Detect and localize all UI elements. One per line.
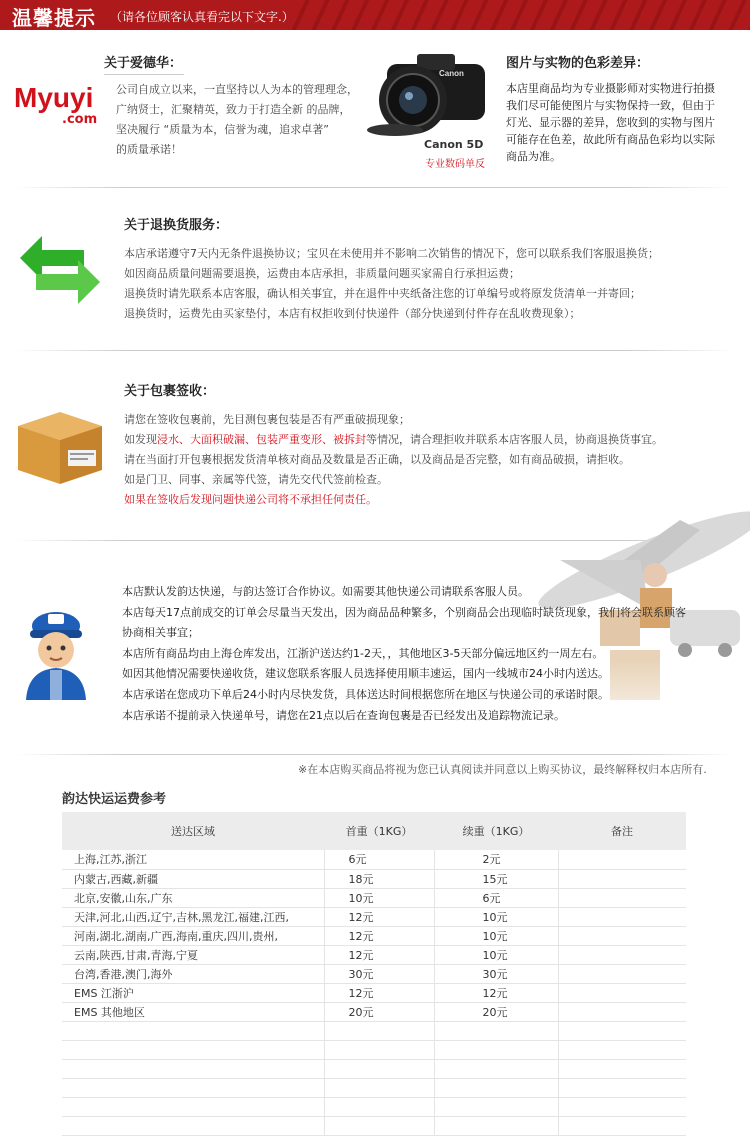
text-line: 本店承诺遵守7天内无条件退换协议；宝贝在未使用并不影响二次销售的情况下，您可以联系我们客服退换货； <box>124 247 659 260</box>
cell-area <box>62 1021 324 1040</box>
logo-suffix: .com <box>62 112 98 127</box>
cell-extra-weight <box>434 1059 558 1078</box>
package-line-2-warning: 浸水、大面积破漏、包装严重变形、被拆封 <box>157 433 366 446</box>
cell-area: EMS 其他地区 <box>62 1002 324 1021</box>
text-line: 本店每天17点前成交的订单会尽量当天发出，因为商品品种繁多，个别商品会出现临时缺货现象，我们将会联系顾客 <box>122 605 686 619</box>
exchange-arrows-icon <box>14 224 106 316</box>
cell-extra-weight <box>434 1116 558 1135</box>
courier-worker-icon <box>20 604 92 700</box>
svg-text:Canon: Canon <box>439 69 464 78</box>
cell-area: 云南,陕西,甘肃,青海,宁夏 <box>62 945 324 964</box>
cell-extra-weight: 10元 <box>434 945 558 964</box>
cell-area <box>62 1059 324 1078</box>
cell-extra-weight: 2元 <box>434 850 558 869</box>
cell-extra-weight: 20元 <box>434 1002 558 1021</box>
cell-first-weight: 18元 <box>324 869 434 888</box>
table-row <box>62 1078 686 1097</box>
cell-first-weight <box>324 1021 434 1040</box>
cell-remark <box>558 1002 686 1021</box>
package-title: 关于包裹签收： <box>124 384 216 399</box>
cell-remark <box>558 945 686 964</box>
header-bar <box>0 0 750 30</box>
cell-extra-weight <box>434 1021 558 1040</box>
about-underline <box>104 74 184 75</box>
package-box-icon <box>14 404 106 486</box>
table-row <box>62 964 686 983</box>
table-row <box>62 983 686 1002</box>
cell-area <box>62 1097 324 1116</box>
package-line-3: 请在当面打开包裹根据发货清单核对商品及数量是否正确，以及商品是否完整，如有商品破损，请拒收。 <box>124 453 630 466</box>
table-row <box>62 1021 686 1040</box>
cell-remark <box>558 983 686 1002</box>
disclaimer-text: ※在本店购买商品将视为您已认真阅读并同意以上购买协议，最终解释权归本店所有. <box>298 763 707 776</box>
cell-first-weight <box>324 1097 434 1116</box>
package-line-4: 如是门卫、同事、亲属等代签，请先交代代签前检查。 <box>124 473 388 486</box>
table-row <box>62 1040 686 1059</box>
package-line-2-prefix: 如发现 <box>124 433 157 446</box>
text-line: 协商相关事宜； <box>122 626 199 640</box>
text-line: 坚决履行 “质量为本，信誉为魂，追求卓著” <box>116 123 329 136</box>
col-area-header: 送达区域 <box>62 812 324 850</box>
table-row <box>62 926 686 945</box>
package-line-2 <box>124 430 734 450</box>
cell-extra-weight: 15元 <box>434 869 558 888</box>
text-line: 本店承诺不提前录入快递单号，请您在21点以后在查询包裹是否已经发出及追踪物流记录。 <box>122 708 565 722</box>
header-stripe <box>290 0 750 30</box>
text-line: 公司自成立以来，一直坚持以人为本的管理理念， <box>116 83 358 96</box>
cell-remark <box>558 1078 686 1097</box>
table-row <box>62 850 686 869</box>
cell-area <box>62 1040 324 1059</box>
package-text <box>124 410 734 510</box>
cell-area: 台湾,香港,澳门,海外 <box>62 964 324 983</box>
fee-table <box>62 812 686 1136</box>
cell-remark <box>558 907 686 926</box>
cell-remark <box>558 926 686 945</box>
table-row <box>62 1116 686 1135</box>
fee-table-header-row <box>62 812 686 850</box>
returns-text <box>124 244 659 324</box>
text-line: 的质量承诺！ <box>116 143 182 156</box>
cell-area: 北京,安徽,山东,广东 <box>62 888 324 907</box>
package-line-5: 如果在签收后发现问题快递公司将不承担任何责任。 <box>124 493 377 506</box>
cell-first-weight: 6元 <box>324 850 434 869</box>
cell-extra-weight: 10元 <box>434 907 558 926</box>
header-title: 温馨提示 <box>12 6 96 30</box>
cell-remark <box>558 869 686 888</box>
cell-area <box>62 1078 324 1097</box>
divider-4 <box>15 754 735 755</box>
text-line: 退换货时请先联系本店客服，确认相关事宜，并在退件中夹纸备注您的订单编号或将原发货清单一并寄回； <box>124 287 641 300</box>
divider-1 <box>15 187 735 188</box>
col-first-weight-header: 首重（1KG） <box>324 812 434 850</box>
cell-first-weight: 20元 <box>324 1002 434 1021</box>
text-line: 商品为准。 <box>506 150 561 163</box>
logo-text: Myuyi <box>14 82 94 113</box>
cell-first-weight: 12元 <box>324 926 434 945</box>
header-subtitle: （请各位顾客认真看完以下文字.） <box>110 10 294 24</box>
cell-first-weight: 30元 <box>324 964 434 983</box>
table-row <box>62 1002 686 1021</box>
color-diff-text <box>506 80 715 165</box>
col-remark-header: 备注 <box>558 812 686 850</box>
cell-first-weight <box>324 1078 434 1097</box>
text-line: 如因其他情况需要快递收货，建议您联系客服人员选择使用顺丰速运，国内一线城市24小时内送达。 <box>122 667 609 681</box>
cell-first-weight: 10元 <box>324 888 434 907</box>
text-line: 本店承诺在您成功下单后24小时内尽快发货，具体送达时间根据您所在地区与快递公司的承诺时限。 <box>122 687 609 701</box>
divider-2 <box>15 350 735 351</box>
cell-area: EMS 江浙沪 <box>62 983 324 1002</box>
text-line: 灯光、显示器的差异，您收到的实物与图片 <box>506 116 715 129</box>
package-line-1: 请您在签收包裹前，先目测包裹包装是否有严重破损现象； <box>124 413 410 426</box>
cell-first-weight <box>324 1059 434 1078</box>
cell-extra-weight <box>434 1078 558 1097</box>
cell-extra-weight <box>434 1040 558 1059</box>
cell-remark <box>558 1021 686 1040</box>
fee-table-title: 韵达快运运费参考 <box>62 792 167 807</box>
cell-first-weight <box>324 1040 434 1059</box>
cell-area: 天津,河北,山西,辽宁,吉林,黑龙江,福建,江西, <box>62 907 324 926</box>
cell-remark <box>558 1116 686 1135</box>
table-row <box>62 907 686 926</box>
camera-caption: 专业数码单反 <box>425 159 485 170</box>
cell-first-weight <box>324 1116 434 1135</box>
cell-remark <box>558 1097 686 1116</box>
text-line: 本店默认发韵达快递，与韵达签订合作协议。如需要其他快递公司请联系客服人员。 <box>122 585 529 598</box>
cell-extra-weight: 30元 <box>434 964 558 983</box>
text-line: 本店所有商品均由上海仓库发出，江浙沪送达约1-2天，，其他地区3-5天部分偏远地区约一周左右。 <box>122 646 604 660</box>
cell-remark <box>558 888 686 907</box>
about-text <box>116 80 358 160</box>
text-line: 可能存在色差，故此所有商品色彩均以实际 <box>506 133 715 146</box>
text-line: 如因商品质量问题需要退换，运费由本店承担，非质量问题买家需自行承担运费； <box>124 267 520 280</box>
cell-extra-weight: 6元 <box>434 888 558 907</box>
cell-remark <box>558 964 686 983</box>
cell-remark <box>558 1040 686 1059</box>
cell-area: 河南,湖北,湖南,广西,海南,重庆,四川,贵州, <box>62 926 324 945</box>
text-line: 我们尽可能使图片与实物保持一致，但由于 <box>506 99 715 112</box>
camera-brand: Canon 5D <box>424 138 484 151</box>
table-row <box>62 1059 686 1078</box>
cell-extra-weight: 10元 <box>434 926 558 945</box>
table-row <box>62 888 686 907</box>
cell-extra-weight <box>434 1097 558 1116</box>
cell-first-weight: 12元 <box>324 907 434 926</box>
package-line-2-suffix: 等情况，请合理拒收并联系本店客服人员，协商退换货事宜。 <box>366 433 663 446</box>
cell-area: 上海,江苏,浙江 <box>62 850 324 869</box>
table-row <box>62 869 686 888</box>
cell-extra-weight: 12元 <box>434 983 558 1002</box>
camera-icon <box>365 42 495 172</box>
text-line: 退换货时，运费先由买家垫付，本店有权拒收到付快递件（部分快递到付件存在乱收费现象）； <box>124 307 581 320</box>
cell-remark <box>558 1059 686 1078</box>
color-diff-title: 图片与实物的色彩差异： <box>506 56 650 71</box>
text-line: 本店里商品均为专业摄影师对实物进行拍摄 <box>506 82 715 95</box>
col-extra-weight-header: 续重（1KG） <box>434 812 558 850</box>
returns-title: 关于退换货服务： <box>124 218 229 233</box>
cell-first-weight: 12元 <box>324 945 434 964</box>
table-row <box>62 1097 686 1116</box>
cell-area: 内蒙古,西藏,新疆 <box>62 869 324 888</box>
shipping-text <box>122 582 742 726</box>
text-line: 广纳贤士，汇聚精英，致力于打造全新 的品牌， <box>116 103 351 116</box>
brand-logo <box>14 82 98 127</box>
cell-first-weight: 12元 <box>324 983 434 1002</box>
cell-remark <box>558 850 686 869</box>
cell-area <box>62 1116 324 1135</box>
table-row <box>62 945 686 964</box>
about-title: 关于爱德华： <box>104 56 183 71</box>
